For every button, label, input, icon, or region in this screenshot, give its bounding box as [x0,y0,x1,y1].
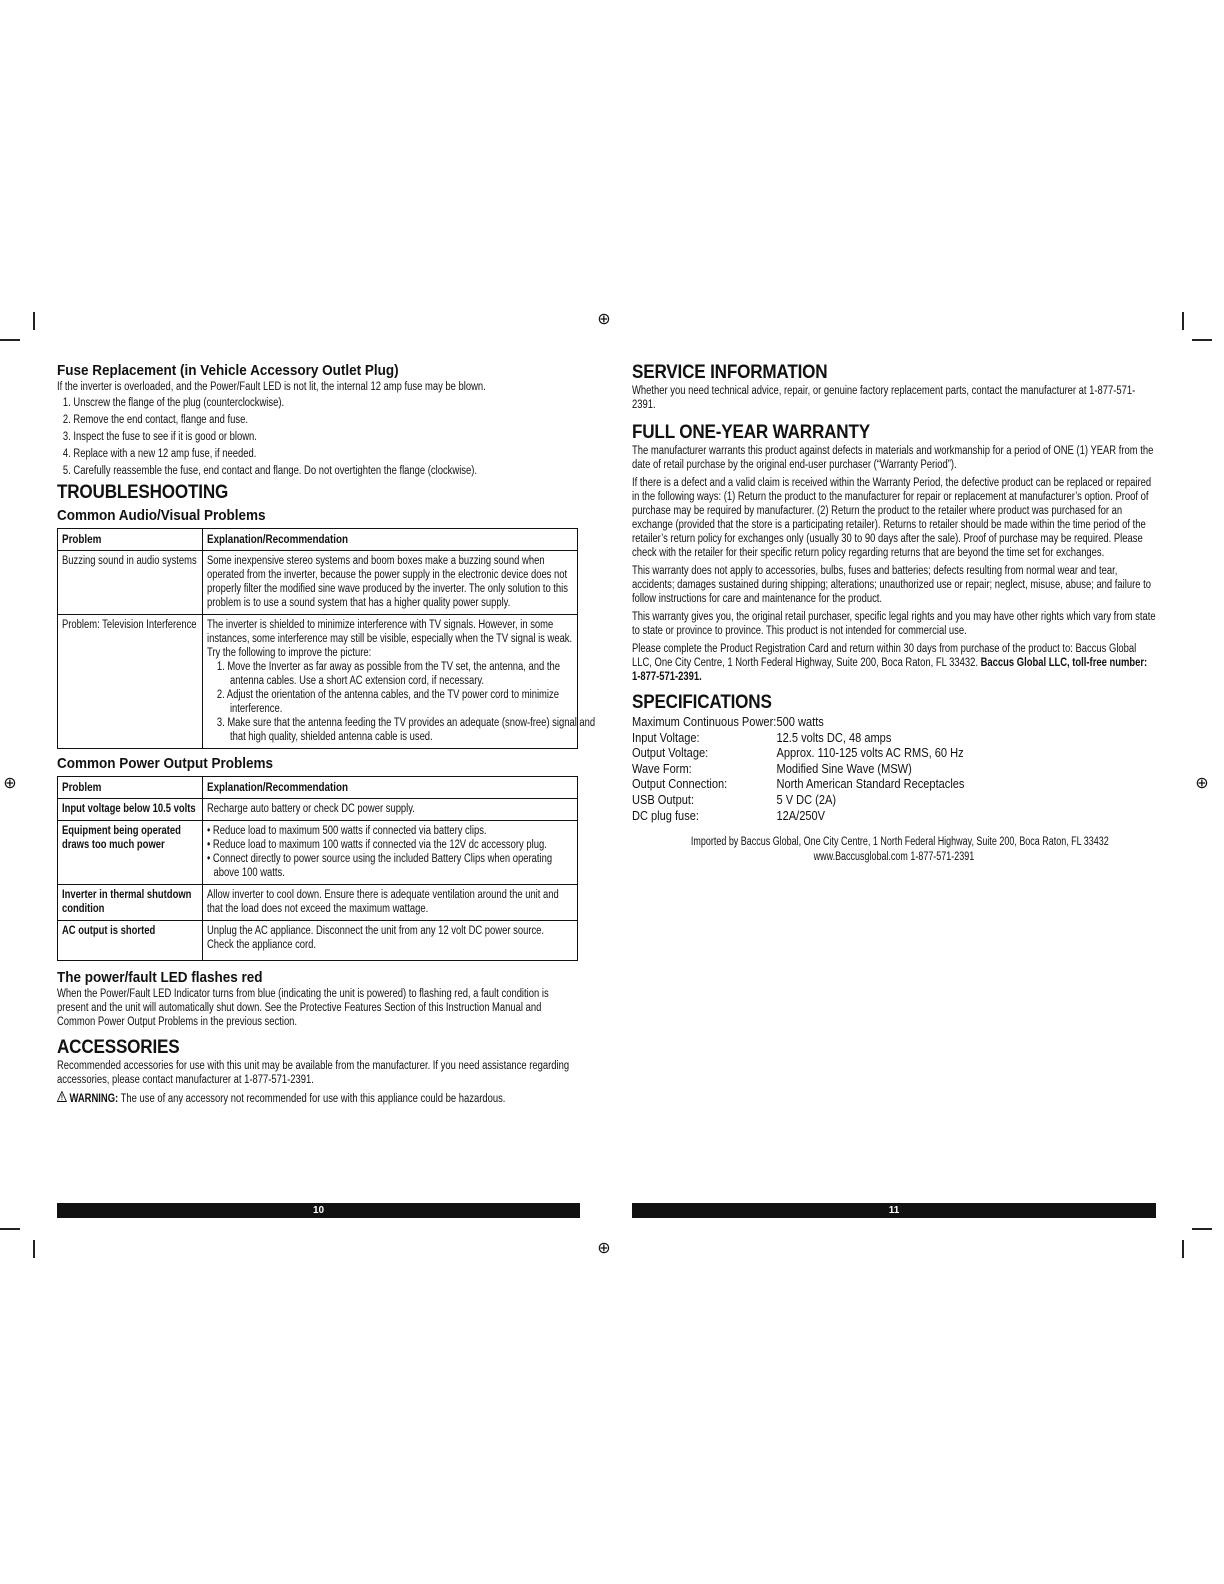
problem-cell: Buzzing sound in audio systems [58,551,203,615]
accessories-heading: ACCESSORIES [57,1037,180,1058]
explanation-cell: • Reduce load to maximum 500 watts if connected via battery clips. • Reduce load to maximum 100 watts if connected via the 12V dc accessory plug. • Connect directly to power source using the included Battery Clips when operating above 100 watts. [203,821,578,885]
table-row [58,551,578,615]
problem-cell: AC output is shorted [58,921,203,961]
toll-free-number: Baccus Global LLC, toll-free number: 1-877-571-2391. [632,657,1148,683]
warning-line [57,1091,580,1106]
spec-row: DC plug fuse: 12A/250V [632,807,826,823]
registration-mark-icon: ⊕ [3,775,17,792]
registration-text: Please complete the Product Registration Card and return within 30 days from purchase of the product to: Baccus Global LLC, One City Centre, 1 North Federal Highway, Suite 200, Boca Raton, FL 33432. [632,643,1137,669]
warranty-paragraph: If there is a defect and a valid claim is received within the Warranty Period, the defective product can be replaced or repaired in the following ways: (1) Return the product to the manufacturer for repair or replacement at manufacturer’s option. Proof of purchase may be required by manufacturer. (2) Return the product to the retailer where product was purchased for an exchange (provided that the store is a participating retailer). Returns to retailer should be made within the time period of the retailer’s return policy for exchanges only (usually 30 to 90 days after the sale). Proof of purchase may be required. Please check with the retailer for their specific return policy regarding returns that are beyond the time set for exchanges. [632,477,1152,559]
table-row [58,799,578,821]
spec-row: Wave Form: Modified Sine Wave (MSW) [632,760,912,776]
tv-step: 1. Move the Inverter as far away as possible from the TV set, the antenna, and the antenna cables. Use a short AC extension cord, if necessary. [216,661,561,687]
right-page [632,362,1156,865]
fuse-step: 4. Replace with a new 12 amp fuse, if needed. [73,447,580,461]
crop-mark [1192,339,1212,341]
table-header-row [58,777,578,799]
specifications-heading: SPECIFICATIONS [632,692,772,713]
fuse-step: 5. Carefully reassemble the fuse, end contact and flange. Do not overtighten the flange (clockwise). [73,464,580,478]
importer-address: Imported by Baccus Global, One City Centre, 1 North Federal Highway, Suite 200, Boca Raton, FL 33432 [690,836,1109,849]
registration-mark-icon: ⊕ [597,1240,611,1257]
power-problems-heading: Common Power Output Problems [57,755,274,772]
warranty-heading: FULL ONE-YEAR WARRANTY [632,422,870,443]
spec-row: Input Voltage: 12.5 volts DC, 48 amps [632,729,892,745]
av-problems-table [57,528,596,749]
service-text: Whether you need technical advice, repair, or genuine factory replacement parts, contact the manufacturer at 1-877-571-2391. [632,385,1136,411]
fuse-intro: If the inverter is overloaded, and the Power/Fault LED is not lit, the internal 12 amp fuse may be blown. [57,381,486,393]
specifications-list [632,714,1158,823]
warranty-paragraph: This warranty gives you, the original retail purchaser, specific legal rights and you may have other rights which vary from state to state or province to province. This product is not intended for commercial use. [632,611,1156,637]
fuse-step: 1. Unscrew the flange of the plug (counterclockwise). [73,396,580,410]
column-header-explanation: Explanation/Recommendation [203,777,578,799]
left-page [57,362,596,1106]
explanation-cell: Unplug the AC appliance. Disconnect the unit from any 12 volt DC power source. Check the appliance cord. [203,921,578,961]
warning-icon [57,1091,67,1102]
importer-block [632,835,1156,865]
problem-cell: Input voltage below 10.5 volts [58,799,203,821]
table-row [58,821,578,885]
explanation-cell: Allow inverter to cool down. Ensure there is adequate ventilation around the unit and that the load does not exceed the maximum wattage. [203,885,578,921]
importer-web-phone: www.Baccusglobal.com 1-877-571-2391 [813,851,975,864]
table-header-row [58,529,578,551]
column-header-explanation: Explanation/Recommendation [203,529,578,551]
explanation-cell: Recharge auto battery or check DC power supply. [203,799,578,821]
warning-text: The use of any accessory not recommended for use with this appliance could be hazardous. [120,1093,506,1105]
spec-row: Maximum Continuous Power: 500 watts [632,714,824,729]
spec-row: Output Connection: North American Standard Receptacles [632,776,965,792]
table-row [58,885,578,921]
registration-mark-icon: ⊕ [1195,775,1209,792]
fuse-step: 3. Inspect the fuse to see if it is good or blown. [73,430,580,444]
crop-mark [1182,1240,1184,1258]
warranty-paragraph: This warranty does not apply to accessories, bulbs, fuses and batteries; defects resulting from normal wear and tear, accidents; damages sustained during shipping; alterations; unauthorized use or repair; neglect, misuse, abuse; and failure to follow instructions for care and maintenance for the product. [632,565,1151,605]
explanation-cell: The inverter is shielded to minimize interference with TV signals. However, in some instances, some interference may still be visible, especially when the TV signal is weak. Try the following to improve the picture: 1. Move the Inverter as far away as possible from the TV set, the antenna, and the antenna cables. Use a short AC extension cord, if necessary. 2. Adjust the orientation of the antenna cables, and the TV power cord to minimize interference. 3. Make sure that the antenna feeding the TV provides an adequate (snow-free) signal and that high quality, shielded antenna cable is used. [203,615,578,749]
crop-mark [1182,312,1184,330]
tv-step: 3. Make sure that the antenna feeding the TV provides an adequate (snow-free) signal and that high quality, shielded antenna cable is used. [216,717,596,743]
registration-mark-icon: ⊕ [597,311,611,328]
spec-row: Output Voltage: Approx. 110-125 volts AC RMS, 60 Hz [632,745,964,761]
column-header-problem: Problem [58,529,203,551]
problem-cell: Inverter in thermal shutdown condition [58,885,203,921]
table-row [58,615,578,749]
fuse-step: 2. Remove the end contact, flange and fuse. [73,413,580,427]
led-heading: The power/fault LED flashes red [57,969,263,986]
spec-row: USB Output: 5 V DC (2A) [632,791,837,807]
crop-mark [33,312,35,330]
page-number: 11 [888,1205,900,1216]
warning-label: WARNING: [69,1093,119,1105]
fuse-steps [57,396,580,478]
troubleshooting-heading: TROUBLESHOOTING [57,482,229,503]
crop-mark [0,1228,20,1230]
crop-mark [0,339,20,341]
page-number: 10 [312,1205,325,1216]
fuse-title: Fuse Replacement (in Vehicle Accessory Outlet Plug) [57,362,399,379]
power-problems-table [57,776,578,961]
crop-mark [1192,1228,1212,1230]
warranty-paragraph: The manufacturer warrants this product against defects in materials and workmanship for a period of ONE (1) YEAR from the date of retail purchase by the original end-user purchaser (“Warranty Period”). [632,445,1154,471]
led-text: When the Power/Fault LED Indicator turns from blue (indicating the unit is powered) to flashing red, a fault condition is present and the unit will automatically shut down. See the Protective Features Section of this Instruction Manual and Common Power Output Problems in the previous section. [57,988,549,1028]
problem-cell: Problem: Television Interference [58,615,203,749]
table-row [58,921,578,961]
problem-cell: Equipment being operated draws too much power [58,821,203,885]
crop-mark [33,1240,35,1258]
page-number-bar [632,1203,1156,1218]
tv-step: 2. Adjust the orientation of the antenna cables, and the TV power cord to minimize interference. [216,689,559,715]
service-heading: SERVICE INFORMATION [632,362,828,383]
explanation-cell: Some inexpensive stereo systems and boom boxes make a buzzing sound when operated from the inverter, because the power supply in the electronic device does not properly filter the modified sine wave produced by the inverter. The only solution to this problem is to use a sound system that has a higher quality power supply. [203,551,578,615]
accessories-text: Recommended accessories for use with this unit may be available from the manufacturer. If you need assistance regarding accessories, please contact manufacturer at 1-877-571-2391. [57,1060,570,1086]
column-header-problem: Problem [58,777,203,799]
page-number-bar [57,1203,580,1218]
av-problems-heading: Common Audio/Visual Problems [57,507,266,524]
warranty-paragraph [632,642,1156,684]
